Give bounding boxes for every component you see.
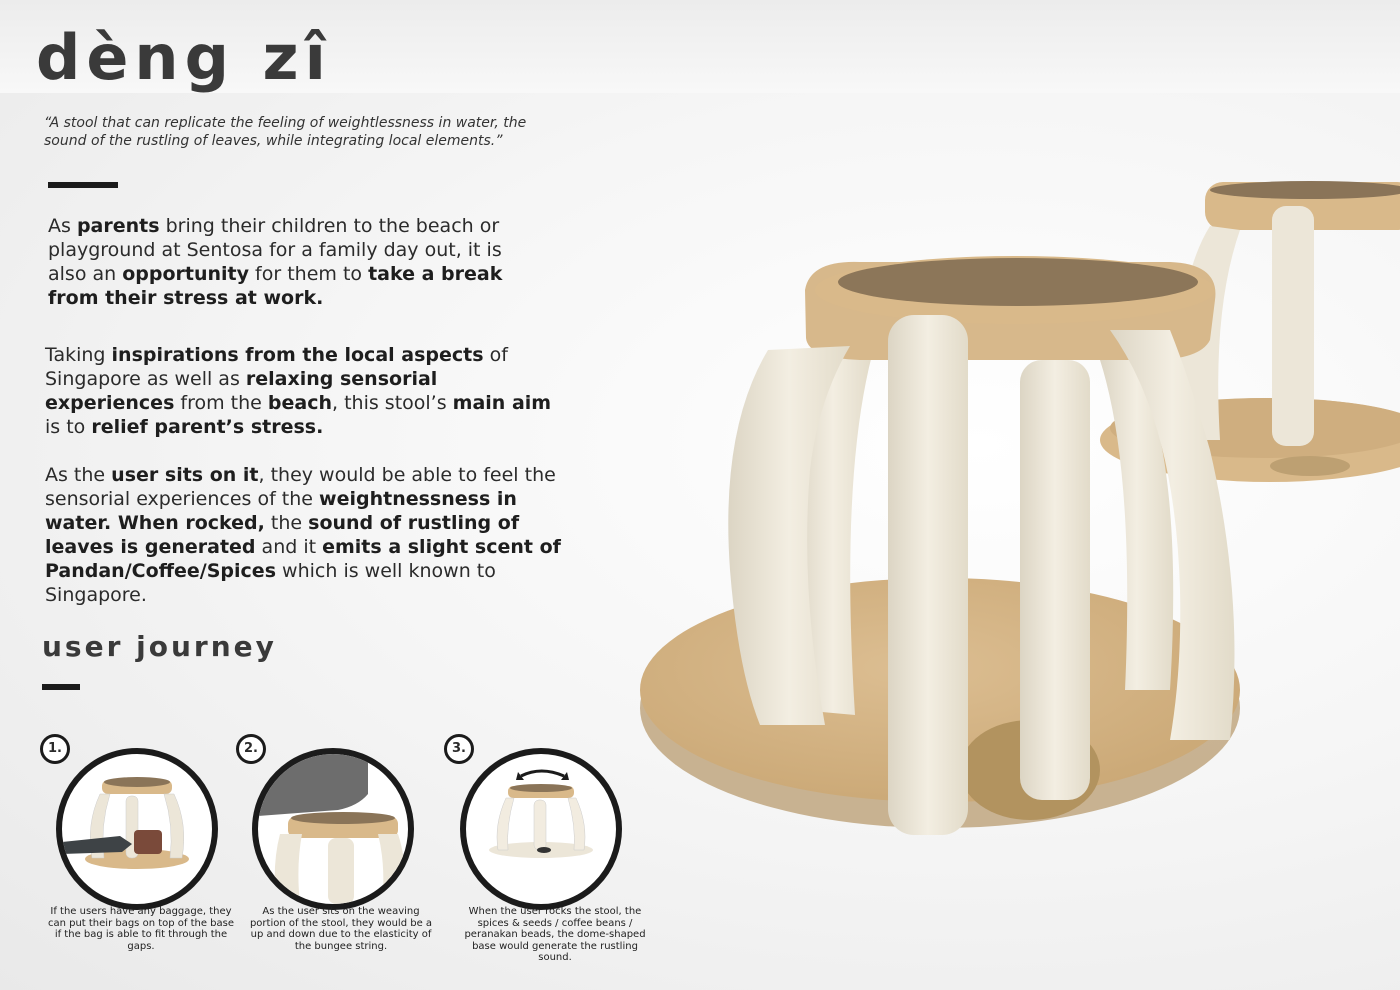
divider <box>48 182 118 188</box>
text-segment: , this stool’s <box>332 392 453 414</box>
text-segment: of Singapore as well as <box>45 344 508 390</box>
tagline-quote: “A stool that can replicate the feeling of weightlessness in water, the sound of the rustling of leaves, while integrating local elements.” <box>44 115 527 149</box>
text-segment: for them to <box>249 263 369 285</box>
step-caption: As the user sits on the weaving portion of the stool, they would be a up and down due to the elasticity of the bungee string. <box>249 906 433 952</box>
text-segment: As the <box>45 464 112 486</box>
text-segment: inspirations from the local aspects <box>111 344 484 366</box>
text-segment: is to <box>45 416 92 438</box>
step-caption: When the user rocks the stool, the spices & seeds / coffee beans / peranakan beads, the dome-shaped base would generate the rustling sound. <box>464 906 646 963</box>
text-segment: sound of rustling of leaves is generated <box>45 512 520 558</box>
text-segment: bring their children to the beach or playground at Sentosa for a family day out, it is also an <box>48 215 502 285</box>
text-segment: opportunity <box>122 263 250 285</box>
step-illustration <box>460 748 622 910</box>
text-segment: the <box>264 512 309 534</box>
step-number: 1. <box>40 734 70 764</box>
text-segment: emits a slight scent of Pandan/Coffee/Spices <box>45 536 561 582</box>
text-segment: which is well known to Singapore. <box>45 560 496 606</box>
section-title-user-journey: user journey <box>42 630 277 663</box>
experience-paragraph <box>45 463 565 607</box>
text-segment: from the <box>174 392 268 414</box>
inspiration-paragraph <box>45 343 565 439</box>
text-segment: relaxing sensorial experiences <box>45 368 438 414</box>
divider <box>42 684 80 690</box>
text-segment: take a break from their stress at work. <box>48 263 503 309</box>
text-segment: main aim <box>452 392 552 414</box>
text-segment: and it <box>255 536 323 558</box>
text-segment: beach <box>267 392 333 414</box>
intro-paragraph <box>48 214 538 310</box>
stool-render-main <box>610 150 1370 874</box>
text-segment: As <box>48 215 77 237</box>
text-segment: relief parent’s stress. <box>91 416 324 438</box>
step-caption: If the users have any baggage, they can put their bags on top of the base if the bag is able to fit through the gaps. <box>47 906 235 952</box>
text-segment: , they would be able to feel the sensorial experiences of the <box>45 464 556 510</box>
text-segment: user sits on it <box>111 464 259 486</box>
text-segment: Taking <box>45 344 112 366</box>
page-title: dèng zî <box>36 21 332 94</box>
step-number: 2. <box>236 734 266 764</box>
text-segment: parents <box>76 215 160 237</box>
step-illustration <box>56 748 218 910</box>
text-segment: weightnessness in water. When rocked, <box>45 488 517 534</box>
step-illustration <box>252 748 414 910</box>
step-number: 3. <box>444 734 474 764</box>
